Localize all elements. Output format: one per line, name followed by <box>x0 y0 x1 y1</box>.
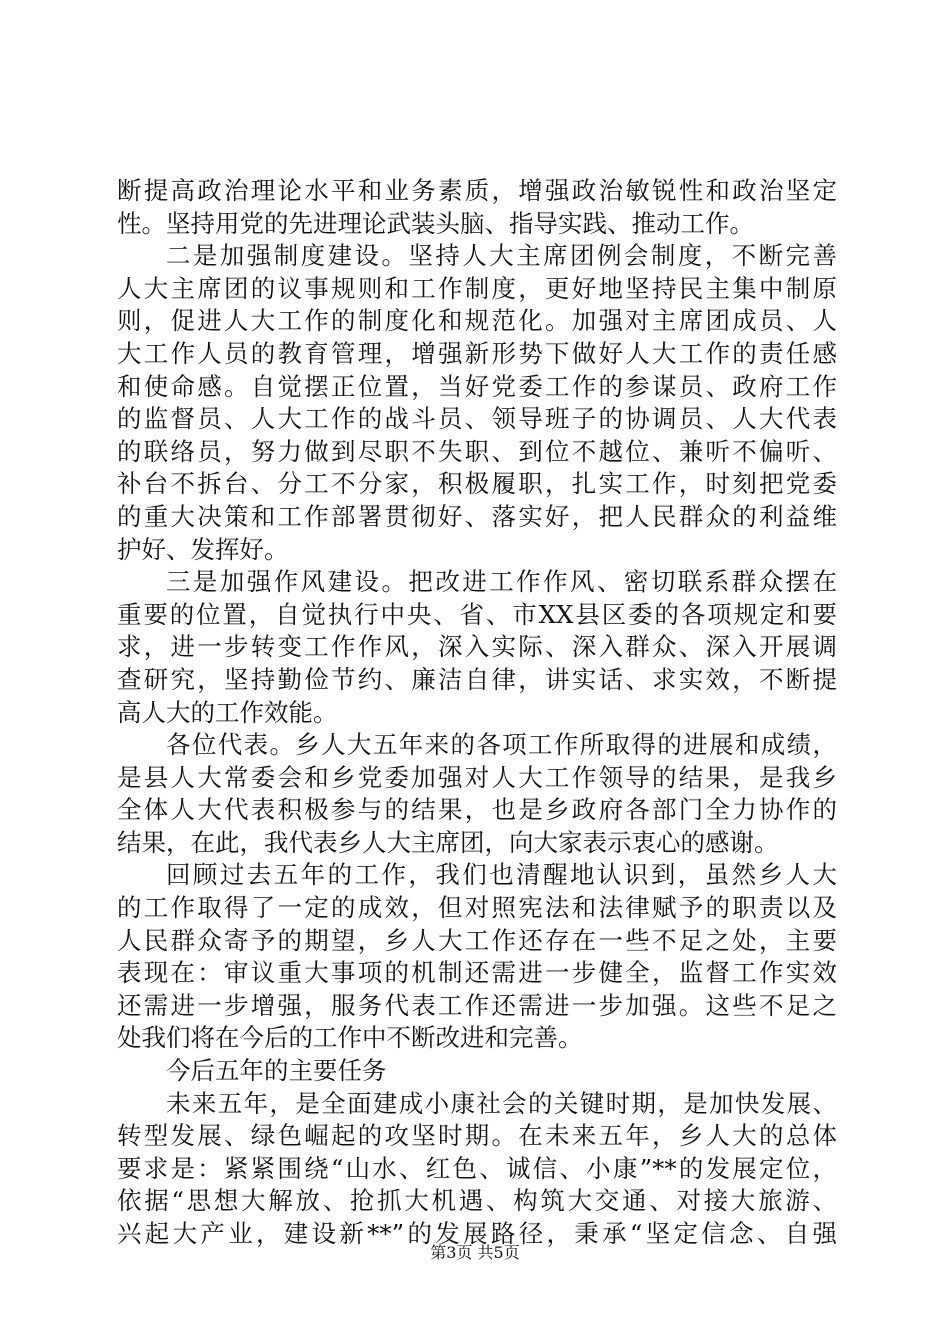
text-line: 查研究，坚持勤俭节约、廉洁自律，讲实话、求实效，不断提 <box>117 664 837 694</box>
text-line: 重要的位置，自觉执行中央、省、市XX县区委的各项规定和要 <box>117 599 837 629</box>
text-line: 断提高政治理论水平和业务素质，增强政治敏锐性和政治坚定 <box>117 176 837 205</box>
text-line: 二是加强制度建设。坚持人大主席团例会制度，不断完善 <box>166 241 837 271</box>
text-line: 的监督员、人大工作的战斗员、领导班子的协调员、人大代表 <box>117 404 837 434</box>
text-line: 护好、发挥好。 <box>117 534 289 564</box>
text-line: 兴起大产业，建设新**”的发展路径，秉承“坚定信念、自强 <box>117 1219 837 1248</box>
text-line: 求，进一步转变工作作风，深入实际、深入群众、深入开展调 <box>117 632 837 662</box>
page-number-footer: 第3页 共5页 <box>430 1243 520 1262</box>
text-line: 还需进一步增强，服务代表工作还需进一步加强。这些不足之 <box>117 990 837 1020</box>
text-line: 处我们将在今后的工作中不断改进和完善。 <box>117 1023 583 1053</box>
text-line: 的工作取得了一定的成效，但对照宪法和法律赋予的职责以及 <box>117 893 837 923</box>
text-line: 各位代表。乡人大五年来的各项工作所取得的进展和成绩， <box>166 730 837 760</box>
text-line: 人大主席团的议事规则和工作制度，更好地坚持民主集中制原 <box>117 273 837 303</box>
text-line: 人民群众寄予的期望，乡人大工作还存在一些不足之处，主要 <box>117 925 837 955</box>
text-line: 回顾过去五年的工作，我们也清醒地认识到，虽然乡人大 <box>166 860 837 890</box>
text-line: 大工作人员的教育管理，增强新形势下做好人大工作的责任感 <box>117 338 837 368</box>
text-line: 未来五年，是全面建成小康社会的关键时期，是加快发展、 <box>166 1088 837 1118</box>
text-line: 结果，在此，我代表乡人大主席团，向大家表示衷心的感谢。 <box>117 827 779 857</box>
text-line: 补台不拆台、分工不分家，积极履职，扎实工作，时刻把党委 <box>117 469 837 499</box>
text-line: 的重大决策和工作部署贯彻好、落实好，把人民群众的利益维 <box>117 501 837 531</box>
text-line: 三是加强作风建设。把改进工作作风、密切联系群众摆在 <box>166 567 837 597</box>
text-line: 要求是：紧紧围绕“山水、红色、诚信、小康”**的发展定位， <box>117 1153 837 1183</box>
text-line: 转型发展、绿色崛起的攻坚时期。在未来五年，乡人大的总体 <box>117 1121 837 1151</box>
text-line: 的联络员，努力做到尽职不失职、到位不越位、兼听不偏听、 <box>117 436 837 466</box>
text-line: 表现在：审议重大事项的机制还需进一步健全，监督工作实效 <box>117 958 837 988</box>
text-line: 高人大的工作效能。 <box>117 697 338 727</box>
document-body <box>117 175 837 1251</box>
section-heading: 今后五年的主要任务 <box>166 1056 387 1086</box>
text-line: 是县人大常委会和乡党委加强对人大工作领导的结果，是我乡 <box>117 762 837 792</box>
text-line: 性。坚持用党的先进理论武装头脑、指导实践、推动工作。 <box>117 208 754 238</box>
text-line: 全体人大代表积极参与的结果，也是乡政府各部门全力协作的 <box>117 795 837 825</box>
text-line: 则，促进人大工作的制度化和规范化。加强对主席团成员、人 <box>117 306 837 336</box>
text-line: 和使命感。自觉摆正位置，当好党委工作的参谋员、政府工作 <box>117 371 837 401</box>
text-line: 依据“思想大解放、抢抓大机遇、构筑大交通、对接大旅游、 <box>117 1186 837 1216</box>
